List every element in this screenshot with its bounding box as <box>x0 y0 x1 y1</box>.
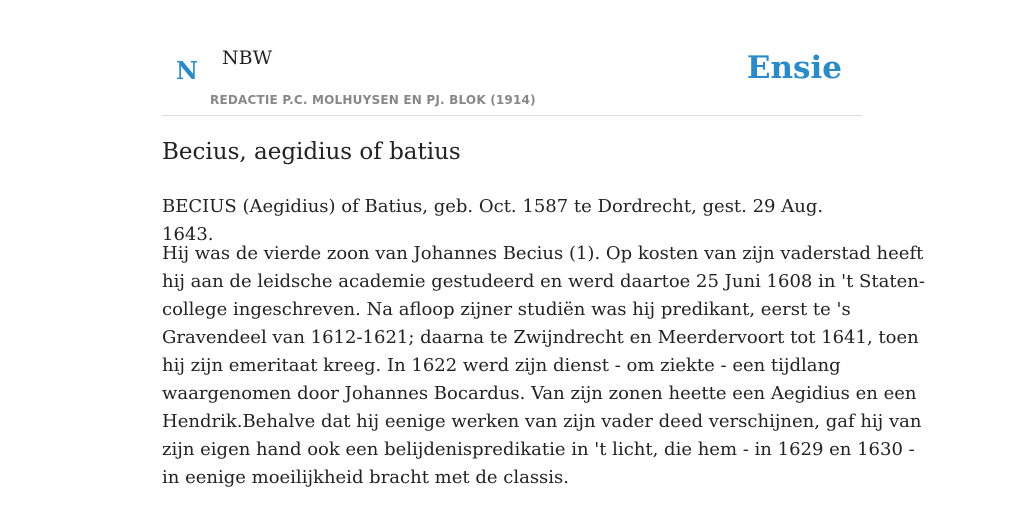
body-line: college ingeschreven. Na afloop zijner studiën was hij predikant, eerst te 's <box>162 299 851 320</box>
brand-logo[interactable]: Ensie <box>746 50 842 86</box>
body-line: hij zijn emeritaat kreeg. In 1622 werd zijn dienst - om ziekte - een tijdlang <box>162 355 841 376</box>
entry-lead: BECIUS (Aegidius) of Batius, geb. Oct. 1587 te Dordrecht, gest. 29 Aug. 1643. <box>162 196 824 245</box>
body-line: Gravendeel van 1612-1621; daarna te Zwijndrecht en Meerdervoort tot 1641, toen <box>162 327 919 348</box>
body-line: zijn eigen hand ook een belijdenispredikatie in 't licht, die hem - in 1629 en 1630 - <box>162 439 915 460</box>
source-logo[interactable]: N <box>176 56 198 85</box>
entry-body <box>162 240 925 492</box>
body-line: Hendrik.Behalve dat hij eenige werken van zijn vader deed verschijnen, gaf hij van <box>162 411 922 432</box>
source-title[interactable]: NBW <box>222 47 273 69</box>
source-editors: REDACTIE P.C. MOLHUYSEN EN PJ. BLOK (1914) <box>210 93 536 107</box>
body-line: waargenomen door Johannes Bocardus. Van zijn zonen heette een Aegidius en een <box>162 383 917 404</box>
page-header <box>162 36 862 116</box>
body-line: Hij was de vierde zoon van Johannes Becius (1). Op kosten van zijn vaderstad heeft <box>162 243 924 264</box>
body-line: hij aan de leidsche academie gestudeerd en werd daartoe 25 Juni 1608 in 't Staten- <box>162 271 925 292</box>
body-line: in eenige moeilijkheid bracht met de classis. <box>162 467 570 488</box>
entry-title: Becius, aegidius of batius <box>162 139 461 165</box>
